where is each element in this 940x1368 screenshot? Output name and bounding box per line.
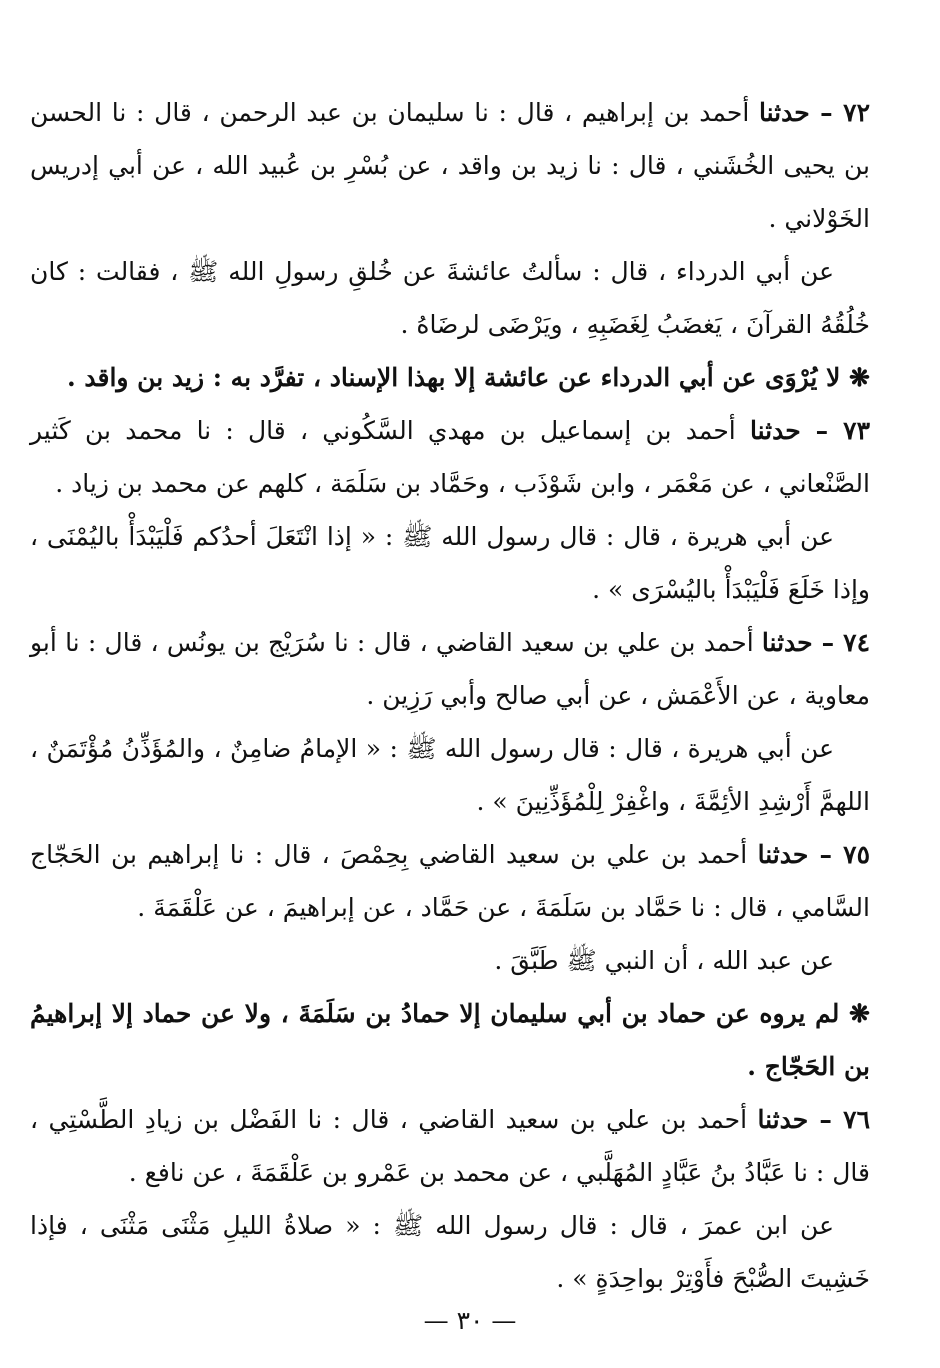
- hadith-76-matn: عن ابن عمرَ ، قال : قال رسول الله ﷺ : « صلاةُ الليلِ مَثْنَى مَثْنَى ، فإذا خَشِيتَ الصُّبْحَ فأَوْتِرْ بواحِدَةٍ » .: [30, 1211, 870, 1293]
- hadith-number: ٧٤: [843, 628, 870, 657]
- hadith-keyword: حدثنا: [749, 416, 801, 445]
- hadith-dash: –: [808, 1105, 844, 1134]
- hadith-keyword: حدثنا: [761, 628, 813, 657]
- hadith-number: ٧٥: [843, 840, 870, 869]
- hadith-74-isnad: [30, 616, 870, 722]
- hadith-number: ٧٦: [843, 1105, 870, 1134]
- isnad-text: أحمد بن علي بن سعيد القاضي ، قال : نا الفَضْل بن زيادِ الطَّسْتِي ، قال : نا عَبَّادُ بنُ عَبَّادٍ المُهَلَّبي ، عن محمد بن عَمْرو بن عَلْقَمَةَ ، عن نافع .: [30, 1105, 870, 1187]
- hadith-dash: –: [809, 98, 844, 127]
- page-body: [30, 86, 870, 1305]
- hadith-73-isnad: [30, 404, 870, 510]
- hadith-72-matn: عن أبي الدرداء ، قال : سألتُ عائشةَ عن خُلقِ رسولِ الله ﷺ ، فقالت : كان خُلُقُهُ القرآنَ ، يَغضَبُ لِغَضَبِهِ ، ويَرْضَى لرضَاهُ .: [30, 257, 870, 339]
- isnad-text: أحمد بن إسماعيل بن مهدي السَّكُوني ، قال : نا محمد بن كَثير الصَّنْعاني ، عن مَعْمَر ، وابن شَوْذَب ، وحَمَّاد بن سَلَمَة ، كلهم عن محمد بن زياد .: [30, 416, 870, 498]
- hadith-72-isnad: [30, 86, 870, 245]
- note-2: ❋ لم يروه عن حماد بن أبي سليمان إلا حمادُ بن سَلَمَةَ ، ولا عن حماد إلا إبراهيمُ بن الحَجّاج .: [30, 999, 870, 1081]
- hadith-keyword: حدثنا: [759, 98, 810, 127]
- hadith-number: ٧٢: [843, 98, 870, 127]
- hadith-number: ٧٣: [843, 416, 870, 445]
- hadith-keyword: حدثنا: [757, 840, 809, 869]
- hadith-75-isnad: [30, 828, 870, 934]
- hadith-74-matn: عن أبي هريرة ، قال : قال رسول الله ﷺ : « الإمامُ ضامِنٌ ، والمُؤَذِّنُ مُؤْتَمَنٌ ، اللهمَّ أَرْشِدِ الأئِمَّةَ ، واغْفِرْ لِلْمُؤَذِّنِينَ » .: [30, 734, 870, 816]
- hadith-keyword: حدثنا: [757, 1105, 809, 1134]
- hadith-dash: –: [808, 840, 844, 869]
- hadith-73-matn: عن أبي هريرة ، قال : قال رسول الله ﷺ : « إذا انْتَعَلَ أحدُكم فَلْيَبْدَأْ باليُمْنَى ، وإذا خَلَعَ فَلْيَبْدَأْ باليُسْرَى » .: [30, 522, 870, 604]
- isnad-text: أحمد بن علي بن سعيد القاضي ، قال : نا سُرَيْج بن يونُس ، قال : نا أبو معاوية ، عن الأَعْمَش ، عن أبي صالح وأبي رَزِين .: [30, 628, 870, 710]
- isnad-text: أحمد بن إبراهيم ، قال : نا سليمان بن عبد الرحمن ، قال : نا الحسن بن يحيى الخُشَني ، قال : نا زيد بن واقد ، عن بُسْرِ بن عُبيد الله ، عن أبي إدريس الخَوْلاني .: [30, 98, 870, 233]
- hadith-76-isnad: [30, 1093, 870, 1199]
- hadith-dash: –: [812, 628, 844, 657]
- isnad-text: أحمد بن علي بن سعيد القاضي بِحِمْصَ ، قال : نا إبراهيم بن الحَجّاج السَّامي ، قال : نا حَمَّاد بن سَلَمَةَ ، عن حَمَّاد ، عن إبراهيمَ ، عن عَلْقَمَةَ .: [30, 840, 870, 922]
- note-1: ❋ لا يُرْوَى عن أبي الدرداء عن عائشة إلا بهذا الإسناد ، تفرَّد به : زيد بن واقد .: [66, 363, 870, 392]
- hadith-75-matn: عن عبد الله ، أن النبي ﷺ طَبَّقَ .: [494, 946, 834, 975]
- page-number: — ٣٠ —: [423, 1306, 517, 1335]
- hadith-dash: –: [800, 416, 844, 445]
